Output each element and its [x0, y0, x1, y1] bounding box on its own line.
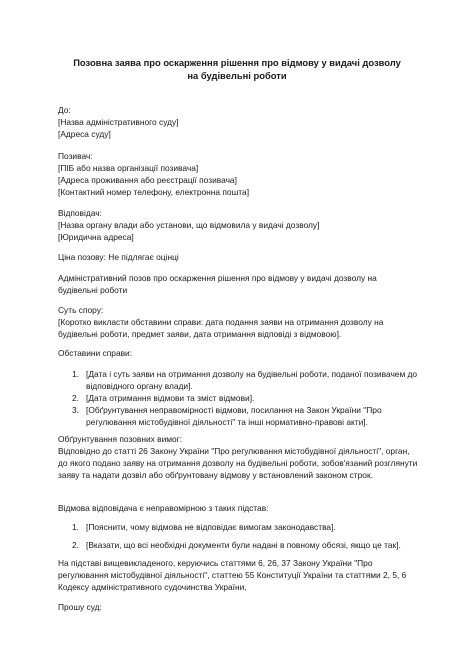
court-name: [Назва адміністративного суду] [58, 117, 179, 127]
defendant-address: [Юридична адреса] [58, 232, 134, 242]
claim-price: Ціна позову: Не підлягає оцінці [58, 252, 179, 262]
addressee-block [58, 104, 418, 140]
list-item-number: 1. [72, 369, 79, 379]
dispute-text: [Коротко викласти обставини справи: дата подання заяви на отримання дозволу на будівельні роботи, предмет заяви, дата отримання відповіді з відмовою]. [58, 317, 384, 339]
list-item-text: [Обґрунтування неправомірності відмови, посилання на Закон України "Про регулювання містобудівної діяльності" та інші нормативно-правові акти]. [86, 405, 382, 427]
list-item-text: [Дата отримання відмови та зміст відмови]. [86, 393, 255, 403]
circumstances-label: Обставини справи: [58, 348, 133, 358]
list-item [58, 404, 418, 428]
list-item-text: [Пояснити, чому відмова не відповідає вимогам законодавства]. [86, 522, 336, 532]
legal-basis: На підставі вищевикладеного, керуючись статтями 6, 26, 37 Закону України "Про регулювання містобудівної діяльності", статтею 55 Конституції України та статтями 2, 5, 6 Кодексу адміністративного судочинства України, [58, 558, 407, 592]
list-item-number: 2. [72, 540, 79, 550]
court-address: [Адреса суду] [58, 129, 111, 139]
list-item [58, 392, 418, 404]
dispute-block [58, 304, 418, 340]
grounds-block [58, 433, 418, 481]
list-item [58, 521, 418, 533]
defendant-name: [Назва органу влади або установи, що відмовила у видачі дозволу] [58, 220, 320, 230]
plaintiff-address: [Адреса проживання або реєстрації позивача] [58, 175, 237, 185]
plaintiff-block [58, 150, 418, 198]
grounds-label: Обґрунтування позовних вимог: [58, 434, 183, 444]
list-item-number: 2. [72, 393, 79, 403]
document-title: Позовна заява про оскарження рішення про відмову у видачі дозволу на будівельні роботи [73, 57, 401, 81]
plaintiff-label: Позивач: [58, 151, 93, 161]
refusal-label: Відмова відповідача є неправомірною з таких підстав: [58, 503, 269, 513]
defendant-label: Відповідач: [58, 208, 102, 218]
plaintiff-name: [ПІБ або назва організації позивача] [58, 163, 199, 173]
list-item [58, 539, 418, 551]
refusal-list [58, 521, 418, 551]
list-item-number: 1. [72, 522, 79, 532]
claim-intro: Адміністративний позов про оскарження рішення про відмову у видачі дозволу на будівельні роботи [58, 273, 377, 295]
request-label: Прошу суд: [58, 602, 102, 612]
circumstances-list [58, 368, 418, 428]
dispute-label: Суть спору: [58, 305, 104, 315]
plaintiff-contact: [Контактний номер телефону, електронна пошта] [58, 187, 250, 197]
list-item-number: 3. [72, 405, 79, 415]
list-item-text: [Дата і суть заяви на отримання дозволу на будівельні роботи, поданої позивачем до відповідного органу влади]. [86, 369, 418, 391]
grounds-text: Відповідно до статті 26 Закону України "Про регулювання містобудівної діяльності", орган, до якого подано заяву на отримання дозволу на будівельні роботи, зобов'язаний розглянути заяву та надати дозвіл або обґрунтовану відмову у встановлений законом строк. [58, 446, 418, 480]
list-item [58, 368, 418, 392]
defendant-block [58, 207, 418, 243]
addressee-label: До: [58, 105, 71, 115]
list-item-text: [Вказати, що всі необхідні документи були надані в повному обсязі, якщо це так]. [86, 540, 401, 550]
